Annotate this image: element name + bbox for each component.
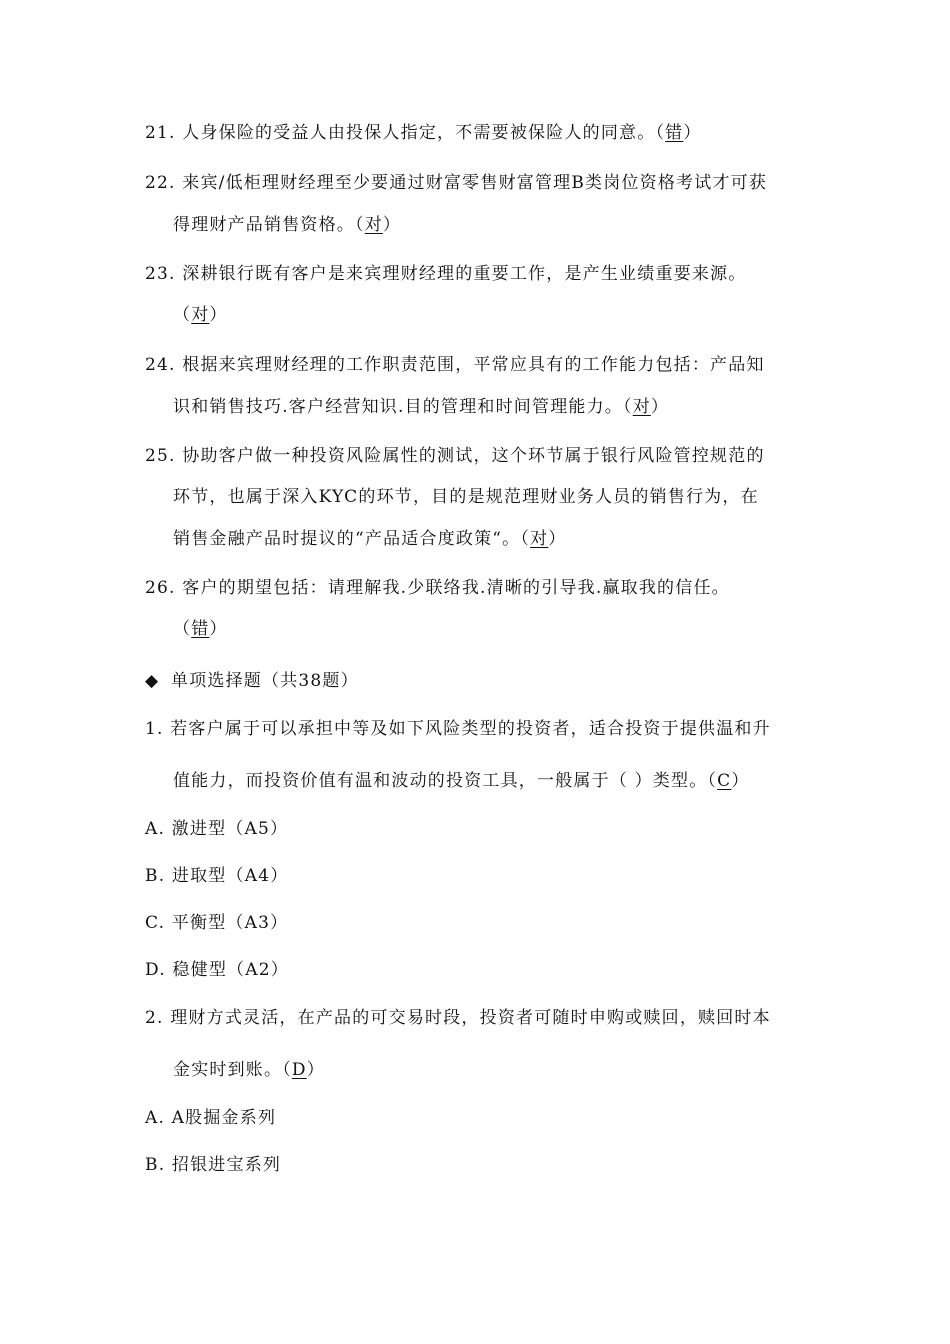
- answer-21: 错: [665, 123, 684, 143]
- question-23-cont: （对）: [173, 305, 228, 325]
- question-22: 22. 来宾/低柜理财经理至少要通过财富零售财富管理B类岗位资格考试才可获: [145, 173, 768, 193]
- question-24-cont: 识和销售技巧.客户经营知识.目的管理和时间管理能力。（对）: [173, 397, 670, 417]
- option-2-b: B. 招银进宝系列: [145, 1155, 282, 1175]
- question-23: 23. 深耕银行既有客户是来宾理财经理的重要工作，是产生业绩重要来源。: [145, 264, 747, 284]
- answer-24: 对: [632, 397, 651, 417]
- option-1-a: A. 激进型（A5）: [145, 819, 289, 839]
- question-24: 24. 根据来宾理财经理的工作职责范围，平常应具有的工作能力包括：产品知: [145, 355, 765, 375]
- mc-question-2: 2. 理财方式灵活，在产品的可交易时段，投资者可随时申购或赎回，赎回时本: [145, 1008, 771, 1028]
- answer-25: 对: [530, 529, 549, 549]
- question-26-cont: （错）: [173, 619, 228, 639]
- question-25-cont-1: 环节，也属于深入KYC的环节，目的是规范理财业务人员的销售行为，在: [173, 487, 759, 507]
- mc-question-1: 1. 若客户属于可以承担中等及如下风险类型的投资者，适合投资于提供温和升: [145, 719, 771, 739]
- mc-answer-1: C: [717, 771, 732, 791]
- mc-answer-2: D: [291, 1060, 307, 1080]
- question-25-cont-2: 销售金融产品时提议的“产品适合度政策“。（对）: [173, 529, 567, 549]
- question-21: 21. 人身保险的受益人由投保人指定，不需要被保险人的同意。（错）: [145, 123, 702, 143]
- section-heading: ◆ 单项选择题（共38题）: [145, 671, 359, 691]
- mc-question-1-cont: 值能力，而投资价值有温和波动的投资工具，一般属于（ ）类型。（C）: [173, 771, 750, 791]
- question-22-cont: 得理财产品销售资格。（对）: [173, 215, 402, 235]
- option-1-d: D. 稳健型（A2）: [145, 960, 289, 980]
- question-26: 26. 客户的期望包括：请理解我.少联络我.清晰的引导我.赢取我的信任。: [145, 578, 730, 598]
- question-25: 25. 协助客户做一种投资风险属性的测试，这个环节属于银行风险管控规范的: [145, 446, 765, 466]
- option-1-b: B. 进取型（A4）: [145, 866, 289, 886]
- option-1-c: C. 平衡型（A3）: [145, 913, 289, 933]
- answer-23: 对: [191, 305, 210, 325]
- answer-26: 错: [191, 619, 210, 639]
- answer-22: 对: [364, 215, 383, 235]
- option-2-a: A. A股掘金系列: [145, 1108, 277, 1128]
- mc-question-2-cont: 金实时到账。（D）: [173, 1060, 325, 1080]
- diamond-bullet-icon: ◆: [145, 671, 160, 691]
